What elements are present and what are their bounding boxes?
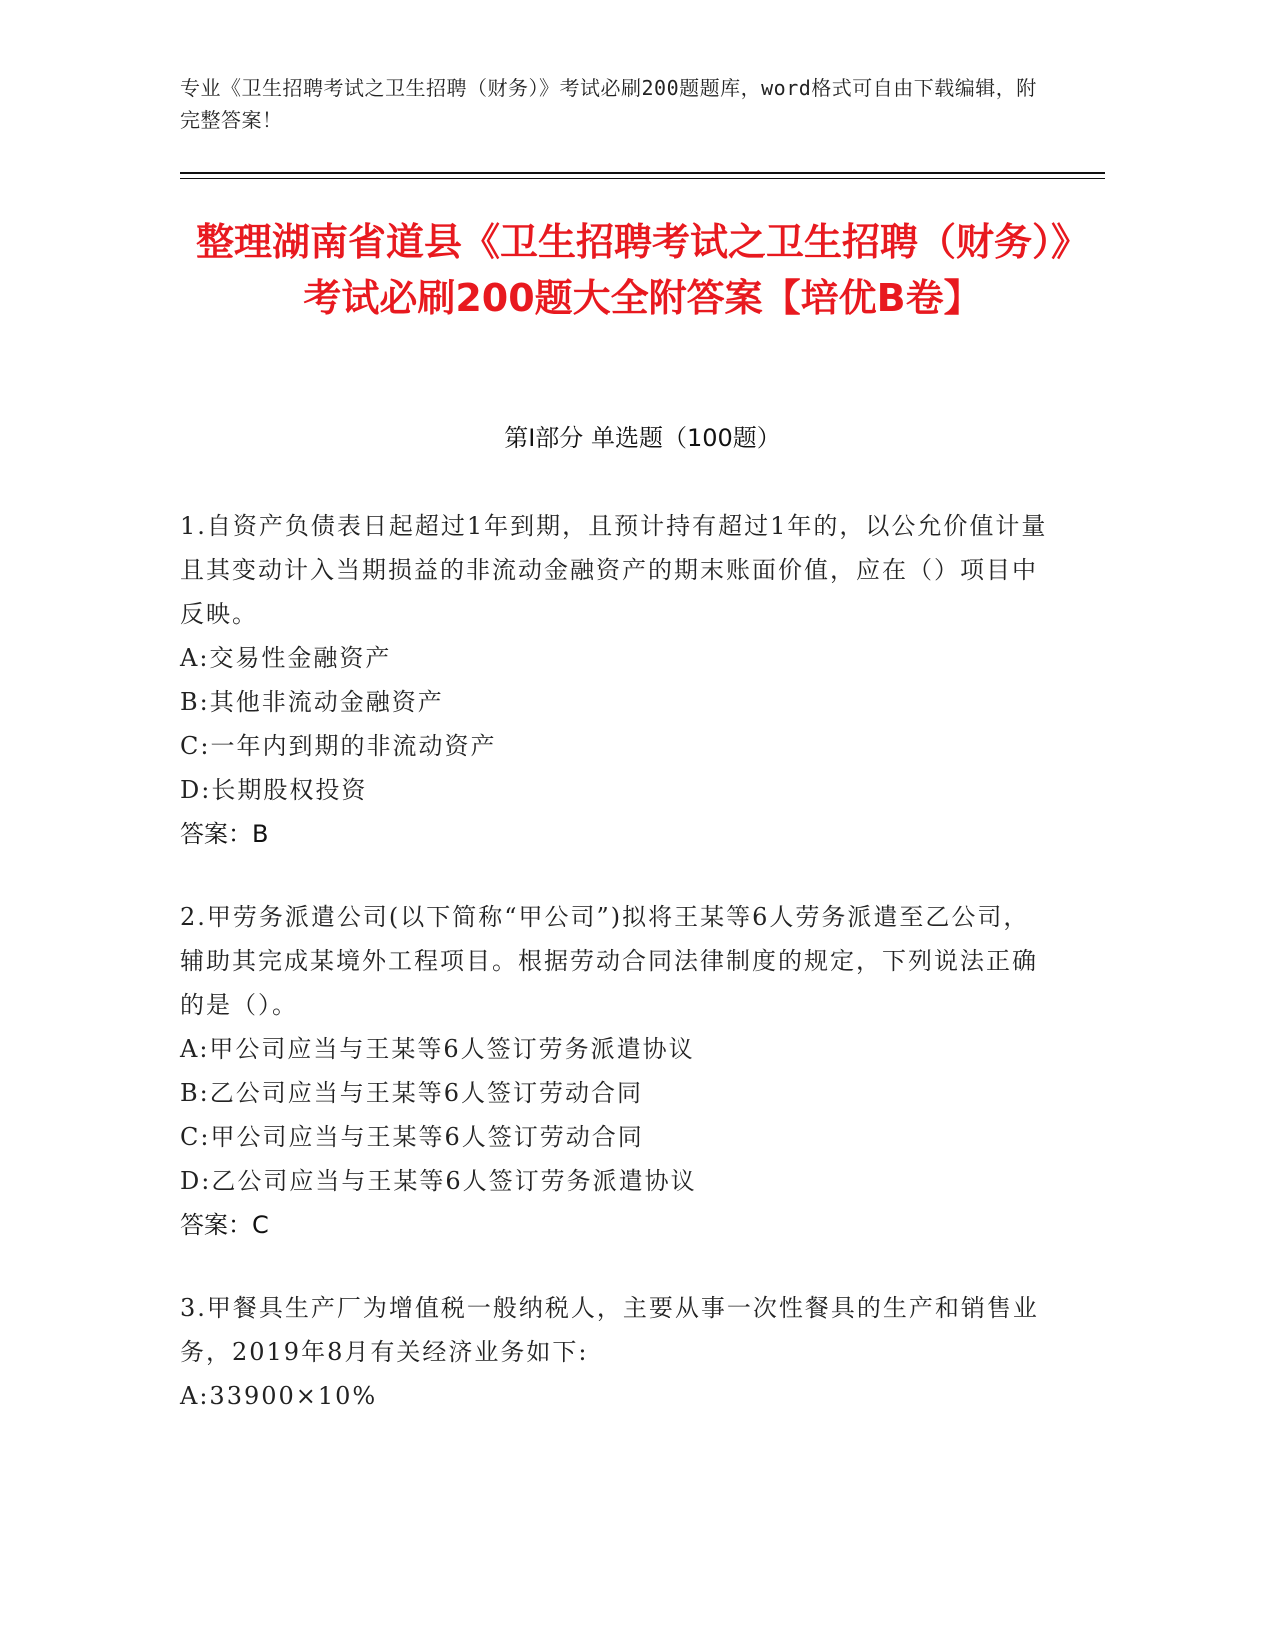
question-3 bbox=[180, 1286, 1050, 1418]
question-stem: 2.甲劳务派遣公司(以下简称“甲公司”)拟将王某等6人劳务派遣至乙公司，辅助其完成某境外工程项目。根据劳动合同法律制度的规定，下列说法正确的是（）。 bbox=[180, 903, 1038, 1019]
answer: 答案：B bbox=[180, 820, 269, 848]
question-2 bbox=[180, 895, 1050, 1247]
answer: 答案：C bbox=[180, 1211, 269, 1239]
document-title: 整理湖南省道县《卫生招聘考试之卫生招聘（财务）》考试必刷200题大全附答案【培优B卷】 bbox=[195, 220, 1089, 320]
question-1 bbox=[180, 504, 1050, 856]
option-b: B:乙公司应当与王某等6人签订劳动合同 bbox=[180, 1079, 643, 1107]
option-a: A:交易性金融资产 bbox=[180, 644, 392, 672]
option-d: D:乙公司应当与王某等6人签订劳务派遣协议 bbox=[180, 1167, 697, 1195]
option-d: D:长期股权投资 bbox=[180, 776, 368, 804]
header-divider-thin bbox=[180, 178, 1105, 179]
header-divider-thick bbox=[180, 172, 1105, 174]
question-stem: 3.甲餐具生产厂为增值税一般纳税人，主要从事一次性餐具的生产和销售业务，2019年8月有关经济业务如下: bbox=[180, 1294, 1039, 1366]
option-c: C:甲公司应当与王某等6人签订劳动合同 bbox=[180, 1123, 644, 1151]
question-stem: 1.自资产负债表日起超过1年到期，且预计持有超过1年的，以公允价值计量且其变动计入当期损益的非流动金融资产的期末账面价值，应在（）项目中反映。 bbox=[180, 512, 1048, 628]
option-a: A:甲公司应当与王某等6人签订劳务派遣协议 bbox=[180, 1035, 695, 1063]
option-a: A:33900×10% bbox=[180, 1382, 378, 1410]
header-note: 专业《卫生招聘考试之卫生招聘（财务）》考试必刷200题题库，word格式可自由下载编辑，附完整答案！ bbox=[180, 76, 1037, 132]
option-b: B:其他非流动金融资产 bbox=[180, 688, 444, 716]
section-title: 第I部分 单选题（100题） bbox=[504, 424, 781, 452]
option-c: C:一年内到期的非流动资产 bbox=[180, 732, 497, 760]
